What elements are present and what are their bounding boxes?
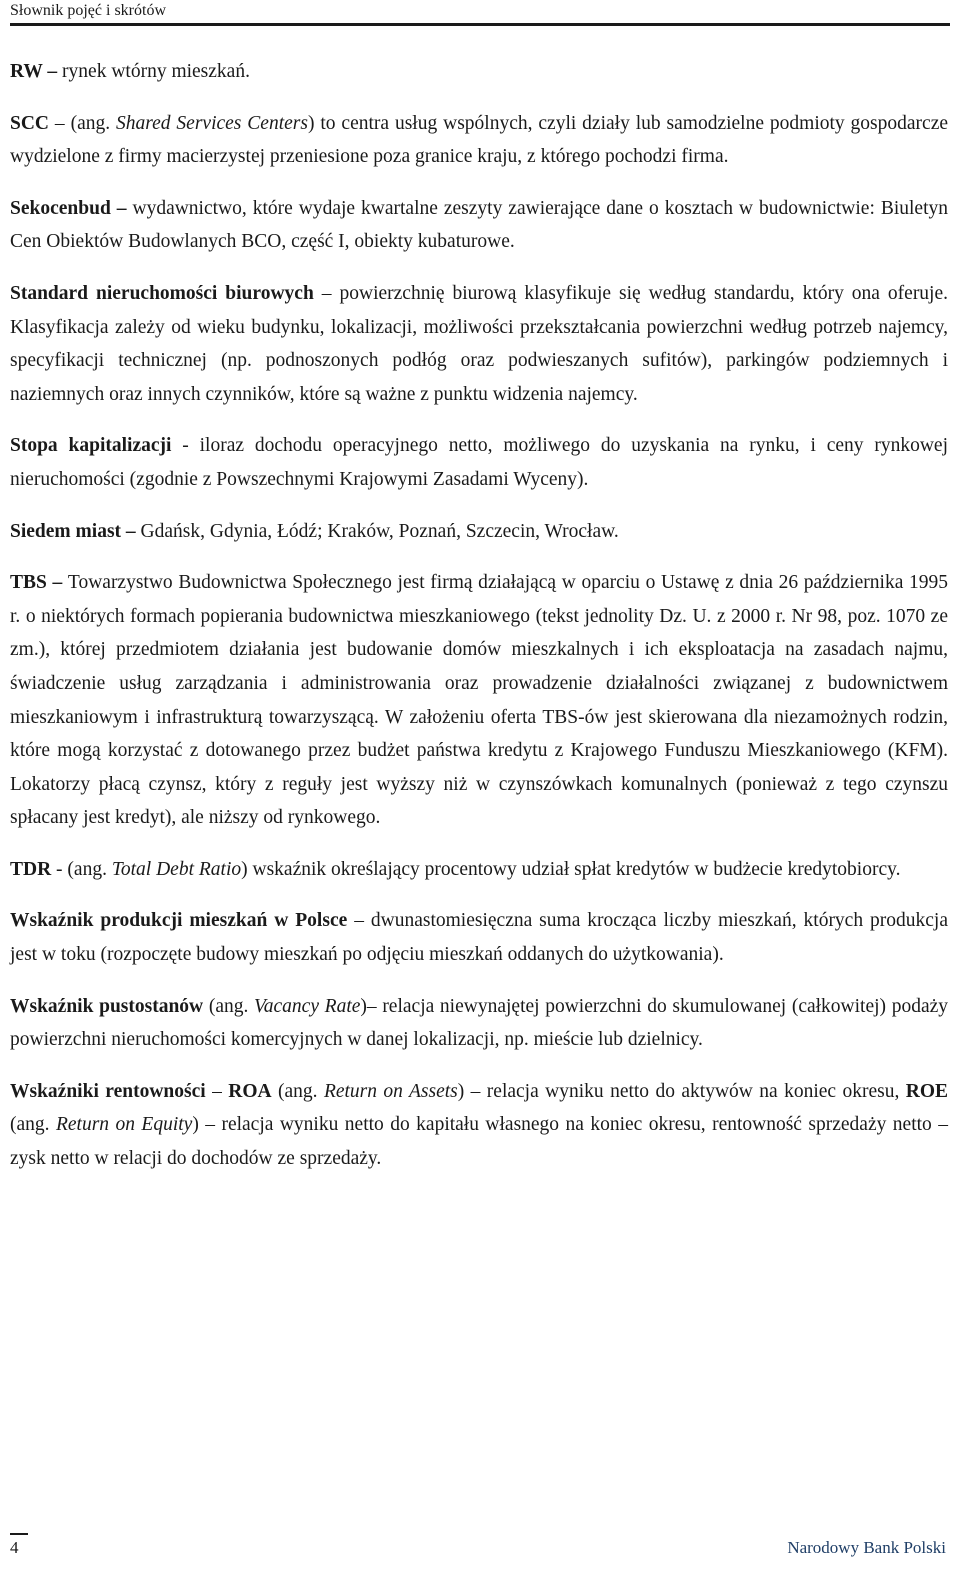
glossary-entry: Wskaźnik pustostanów (ang. Vacancy Rate)– relacja niewynajętej powierzchni do skumulowanej (całkowitej) podaży powierzchni nieruchomości komercyjnych w danej lokalizacji, np. mieście lub dzielnicy. [10, 995, 949, 1051]
entry-term: Wskaźnik pustostanów [10, 995, 204, 1017]
entry-term: TDR [10, 858, 52, 880]
glossary-body [10, 55, 948, 1194]
entry-term: Sekocenbud [10, 197, 111, 219]
glossary-entry: TBS – Towarzystwo Budownictwa Społecznego jest firmą działającą w oparciu o Ustawę z dnia 26 października 1995 r. o niektórych formach popierania budownictwa mieszkaniowego (tekst jednolity Dz. U. z 2000 r. Nr 98, poz. 1070 ze zm.), której przedmiotem działania jest budowanie domów mieszkalnych i ich eksploatacja na zasadach najmu, świadczenie usług zarządzania i administrowania oraz prowadzenie działalności związanej z budownictwem mieszkaniowym i infrastrukturą towarzyszącą. W założeniu oferta TBS-ów jest skierowana dla niezamożnych rodzin, które mogą korzystać z dotowanego przez budżet państwa kredytu z Krajowego Funduszu Mieszkaniowego (KFM). Lokatorzy płacą czynsz, który z reguły jest wyższy niż w czynszówkach komunalnych (ponieważ z tego czynszu spłacany jest kredyt), ale niższy od rynkowego. [10, 572, 948, 829]
footer-brand: Narodowy Bank Polski [787, 1538, 946, 1557]
entry-term: TBS [10, 572, 47, 594]
glossary-entry: Stopa kapitalizacji - iloraz dochodu operacyjnego netto, możliwego do uzyskania na rynku, i ceny rynkowej nieruchomości (zgodnie z Powszechnymi Krajowymi Zasadami Wyceny). [10, 435, 949, 490]
entry-term: Standard nieruchomości biurowych [10, 282, 314, 304]
glossary-entry: Standard nieruchomości biurowych – powierzchnię biurową klasyfikuje się według standardu, który ona oferuje. Klasyfikacja zależy od wieku budynku, lokalizacji, możliwości przekształcania powierzchni według potrzeb najemcy, specyfikacji technicznej (np. podnoszonych podłóg oraz podwieszanych sufitów), parkingów podziemnych i naziemnych oraz innych czynników, które są ważne z punktu widzenia najemcy. [10, 282, 949, 405]
page-number: 4 [10, 1538, 19, 1557]
glossary-entry: TDR - (ang. Total Debt Ratio) wskaźnik określający procentowy udział spłat kredytów w budżecie kredytobiorcy. [10, 858, 901, 880]
entry-term: ROE [905, 1080, 949, 1102]
entry-term: RW [10, 61, 43, 82]
entry-term: ROA [228, 1080, 272, 1102]
header-rule [10, 23, 950, 26]
glossary-entry: Siedem miast – Gdańsk, Gdynia, Łódź; Kraków, Poznań, Szczecin, Wrocław. [10, 520, 619, 542]
glossary-entry: Sekocenbud – wydawnictwo, które wydaje kwartalne zeszyty zawierające dane o kosztach w budownictwie: Biuletyn Cen Obiektów Budowlanych BCO, część I, obiekty kubaturowe. [10, 197, 948, 253]
entry-term: Stopa kapitalizacji [10, 435, 172, 457]
entry-term: SCC [10, 112, 50, 134]
entry-term: Siedem miast [10, 520, 122, 542]
glossary-entry: SCC – (ang. Shared Services Centers) to centra usług wspólnych, czyli działy lub samodzielne podmioty gospodarcze wydzielone z firmy macierzystej przeniesione poza granice kraju, z którego pochodzi firma. [10, 112, 949, 168]
running-header: Słownik pojęć i skrótów [10, 2, 166, 19]
footer-rule [10, 1533, 28, 1535]
glossary-entry: RW – rynek wtórny mieszkań. [10, 61, 250, 82]
glossary-entry: Wskaźnik produkcji mieszkań w Polsce – dwunastomiesięczna suma krocząca liczby mieszkań, których produkcja jest w toku (rozpoczęte budowy mieszkań po odjęciu mieszkań oddanych do użytkowania). [10, 910, 948, 966]
entry-term: Wskaźniki rentowności [10, 1080, 206, 1102]
entry-term: Wskaźnik produkcji mieszkań w Polsce [10, 910, 348, 932]
glossary-entry: Wskaźniki rentowności – ROA (ang. Return on Assets) – relacja wyniku netto do aktywów na koniec okresu, ROE (ang. Return on Equity) – relacja wyniku netto do kapitału własnego na koniec okresu, rentowność sprzedaży netto – zysk netto w relacji do dochodów ze sprzedaży. [10, 1080, 949, 1170]
